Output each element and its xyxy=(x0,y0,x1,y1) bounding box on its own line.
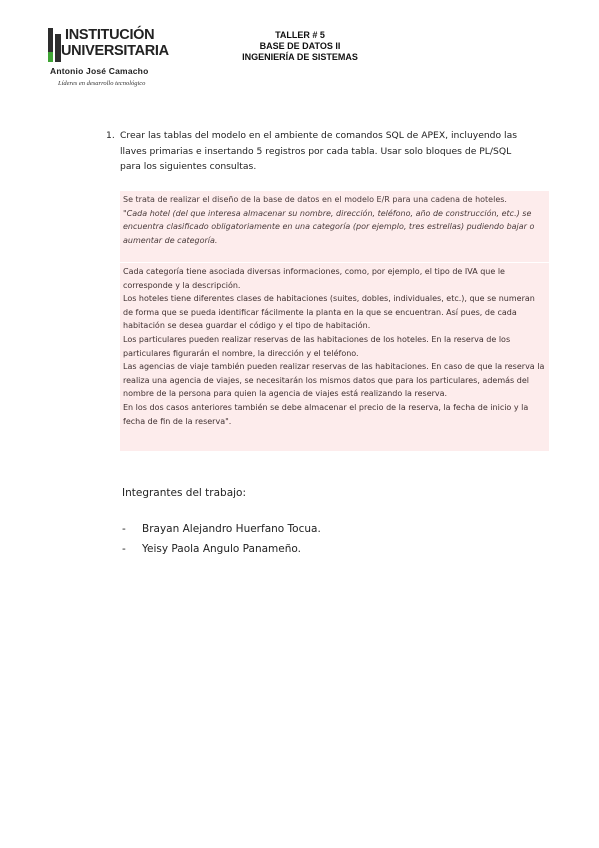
case-statement-box-2 xyxy=(120,263,549,451)
logo-line-2: UNIVERSITARIA xyxy=(61,43,169,59)
logo-line-1: INSTITUCIÓN xyxy=(65,27,155,43)
logo-mark-icon xyxy=(48,28,62,62)
case-paragraph: Los particulares pueden realizar reservas de las habitaciones de los hoteles. En la reserva de los particulares figurarán el nombre, la dirección y el teléfono. xyxy=(123,334,511,358)
document-header xyxy=(200,30,400,63)
logo-tagline: Líderes en desarrollo tecnológico xyxy=(58,80,146,87)
case-quote: "Cada hotel (del que interesa almacenar su nombre, dirección, teléfono, año de construcción, etc.) se encuentra clasificado obligatoriamente en una categoría (por ejemplo, tres estrellas) pudiendo bajar o aumentar de categoría. xyxy=(123,208,535,245)
bullet-dash: - xyxy=(122,543,126,555)
header-workshop: TALLER # 5 xyxy=(275,30,325,40)
bullet-dash: - xyxy=(122,523,126,535)
list-item-number: 1. xyxy=(106,130,115,141)
logo-line-3: Antonio José Camacho xyxy=(50,66,149,76)
member-name: Yeisy Paola Angulo Panameño. xyxy=(142,543,301,555)
team-title: Integrantes del trabajo: xyxy=(122,487,247,499)
case-paragraph: En los dos casos anteriores también se debe almacenar el precio de la reserva, la fecha de inicio y la fecha de fin de la reserva". xyxy=(123,402,529,426)
list-item-1 xyxy=(106,128,526,175)
case-intro: Se trata de realizar el diseño de la base de datos en el modelo E/R para una cadena de hoteles. xyxy=(123,195,507,204)
list-item-text: Crear las tablas del modelo en el ambiente de comandos SQL de APEX, incluyendo las llaves primarias e insertando 5 registros por cada tabla. Usar solo bloques de PL/SQL para los siguientes consultas. xyxy=(120,130,518,172)
case-paragraph: Cada categoría tiene asociada diversas informaciones, como, por ejemplo, el tipo de IVA que le corresponde y la descripción. xyxy=(123,267,505,290)
case-statement-box-1 xyxy=(120,191,549,262)
team-members-list xyxy=(122,519,321,559)
institution-logo xyxy=(48,26,169,92)
list-item xyxy=(122,519,321,539)
case-paragraph: Los hoteles tiene diferentes clases de habitaciones (suites, dobles, individuales, etc.), que se numeran de forma que se pueda identificar fácilmente la planta en la que se encuentran. Así pues, de cada habitación se desea guardar el código y el tipo de habitación. xyxy=(123,294,535,331)
list-item xyxy=(122,539,321,559)
member-name: Brayan Alejandro Huerfano Tocua. xyxy=(142,523,321,535)
case-paragraph: Las agencias de viaje también pueden realizar reservas de las habitaciones. En caso de que la reserva la realiza una agencia de viajes, se necesitarán los mismos datos que para los particulares, además del nombre de la persona para quien la agencia de viajes está realizando la reserva. xyxy=(123,362,545,399)
header-program: INGENIERÍA DE SISTEMAS xyxy=(242,52,358,62)
header-course: BASE DE DATOS II xyxy=(259,41,341,51)
